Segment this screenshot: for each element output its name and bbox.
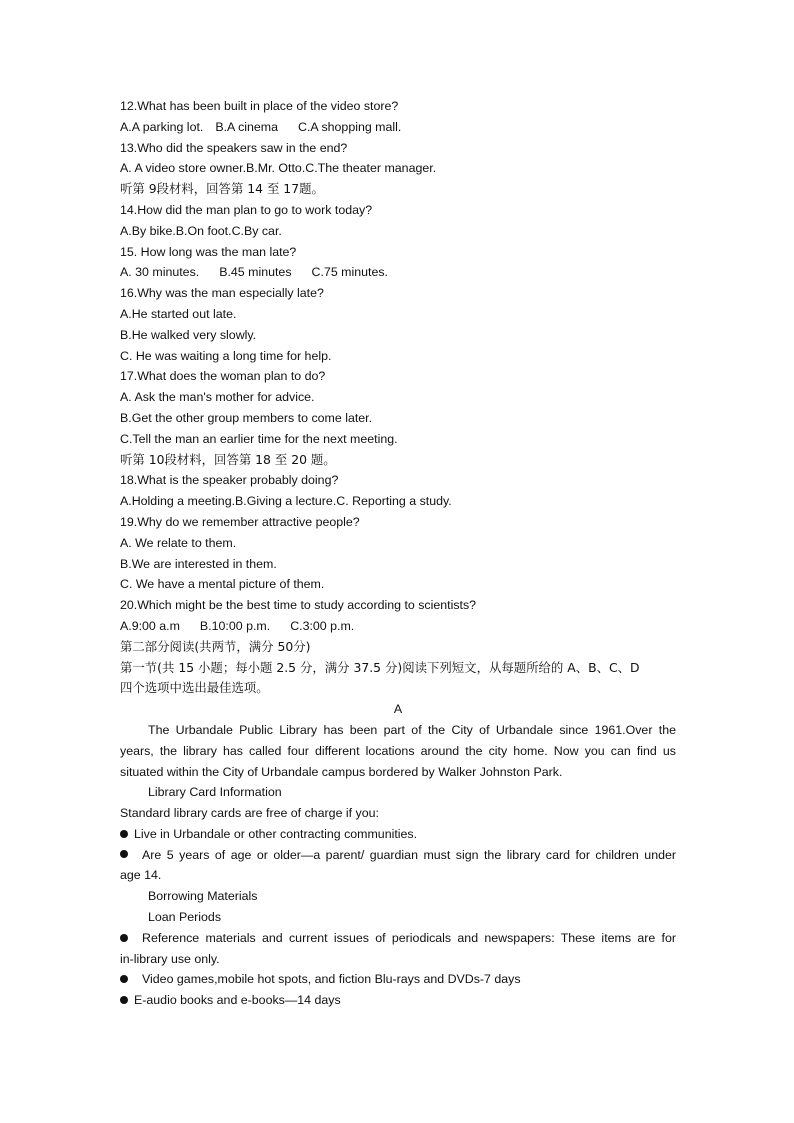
loan-bullet-2 bbox=[120, 969, 676, 990]
loan-periods-heading: Loan Periods bbox=[148, 910, 222, 925]
card-bullet-2-text: Are 5 years of age or older—a parent/ guardian must sign the library card for children under bbox=[142, 847, 676, 862]
option-c: C.75 minutes. bbox=[311, 265, 388, 280]
card-info-intro: Standard library cards are free of charge if you: bbox=[120, 806, 379, 821]
part2-heading: 第二部分阅读(共两节，满分 50分) bbox=[120, 638, 311, 654]
question-14: 14.How did the man plan to go to work today? bbox=[120, 202, 373, 217]
question-13-options: A. A video store owner.B.Mr. Otto.C.The theater manager. bbox=[120, 161, 437, 176]
option-b: B.10:00 p.m. bbox=[199, 618, 271, 633]
question-12: 12.What has been built in place of the video store? bbox=[120, 99, 399, 113]
card-bullet-1-text: Live in Urbandale or other contracting communities. bbox=[134, 826, 418, 841]
question-20: 20.Which might be the best time to study according to scientists? bbox=[120, 598, 477, 613]
question-15-options bbox=[120, 262, 676, 283]
question-12-options bbox=[120, 117, 676, 138]
loan-bullet-3 bbox=[120, 990, 676, 1011]
bullet-icon bbox=[120, 996, 128, 1004]
bullet-icon bbox=[120, 934, 128, 942]
loan-bullet-2-text: Video games,mobile hot spots, and fiction Blu-rays and DVDs-7 days bbox=[142, 972, 521, 987]
question-17-option-c: C.Tell the man an earlier time for the next meeting. bbox=[120, 431, 398, 446]
option-b: B.45 minutes bbox=[219, 265, 292, 280]
passage-para1-line1: The Urbandale Public Library has been part of the City of Urbandale since 1961.Over the bbox=[148, 722, 676, 737]
passage-letter: A bbox=[393, 702, 403, 717]
bullet-icon bbox=[120, 850, 128, 858]
option-a: A. 30 minutes. bbox=[120, 265, 200, 280]
option-c: C.A shopping mall. bbox=[298, 119, 402, 134]
question-14-options: A.By bike.B.On foot.C.By car. bbox=[120, 223, 282, 238]
question-19: 19.Why do we remember attractive people? bbox=[120, 514, 360, 529]
loan-bullet-1-cont: in-library use only. bbox=[120, 951, 220, 966]
card-bullet-1 bbox=[120, 824, 676, 845]
passage-para1-line3: situated within the City of Urbandale campus bordered by Walker Johnston Park. bbox=[120, 764, 563, 779]
option-a: A.9:00 a.m bbox=[120, 618, 180, 633]
loan-bullet-3-text: E-audio books and e-books—14 days bbox=[134, 993, 341, 1008]
question-17-option-a: A. Ask the man's mother for advice. bbox=[120, 390, 315, 405]
passage-para1-line2: years, the library has called four different locations around the city home. Now you can find us bbox=[120, 743, 676, 758]
question-17-option-b: B.Get the other group members to come later. bbox=[120, 410, 373, 425]
question-16-option-a: A.He started out late. bbox=[120, 306, 237, 321]
question-16-option-b: B.He walked very slowly. bbox=[120, 327, 257, 342]
listening-instruction-10: 听第 10段材料，回答第 18 至 20 题。 bbox=[120, 451, 336, 467]
borrowing-heading: Borrowing Materials bbox=[148, 889, 258, 904]
section1-instruction-line1: 第一节(共 15 小题；每小题 2.5 分，满分 37.5 分)阅读下列短文，从每题所给的 A、B、C、D bbox=[120, 659, 640, 675]
question-16: 16.Why was the man especially late? bbox=[120, 286, 324, 301]
question-13: 13.Who did the speakers saw in the end? bbox=[120, 140, 348, 155]
listening-instruction-9: 听第 9段材料，回答第 14 至 17题。 bbox=[120, 181, 324, 197]
question-19-option-c: C. We have a mental picture of them. bbox=[120, 577, 325, 592]
card-bullet-2 bbox=[120, 845, 676, 866]
bullet-icon bbox=[120, 975, 128, 983]
document-page bbox=[120, 96, 676, 1011]
question-18-options: A.Holding a meeting.B.Giving a lecture.C. Reporting a study. bbox=[120, 494, 452, 509]
bullet-icon bbox=[120, 830, 128, 838]
card-bullet-2-cont: age 14. bbox=[120, 868, 162, 883]
question-20-options bbox=[120, 616, 676, 637]
section1-instruction-line2: 四个选项中选出最佳选项。 bbox=[120, 680, 269, 696]
option-a: A.A parking lot. bbox=[120, 119, 204, 134]
question-16-option-c: C. He was waiting a long time for help. bbox=[120, 348, 332, 363]
question-17: 17.What does the woman plan to do? bbox=[120, 369, 326, 384]
loan-bullet-1-text: Reference materials and current issues of periodicals and newspapers: These items are for bbox=[142, 930, 676, 945]
question-15: 15. How long was the man late? bbox=[120, 244, 297, 259]
option-c: C.3:00 p.m. bbox=[290, 618, 355, 633]
card-info-heading: Library Card Information bbox=[148, 785, 282, 800]
question-19-option-b: B.We are interested in them. bbox=[120, 556, 277, 571]
question-18: 18.What is the speaker probably doing? bbox=[120, 473, 339, 488]
question-19-option-a: A. We relate to them. bbox=[120, 535, 237, 550]
option-b: B.A cinema bbox=[215, 119, 279, 134]
loan-bullet-1 bbox=[120, 928, 676, 949]
